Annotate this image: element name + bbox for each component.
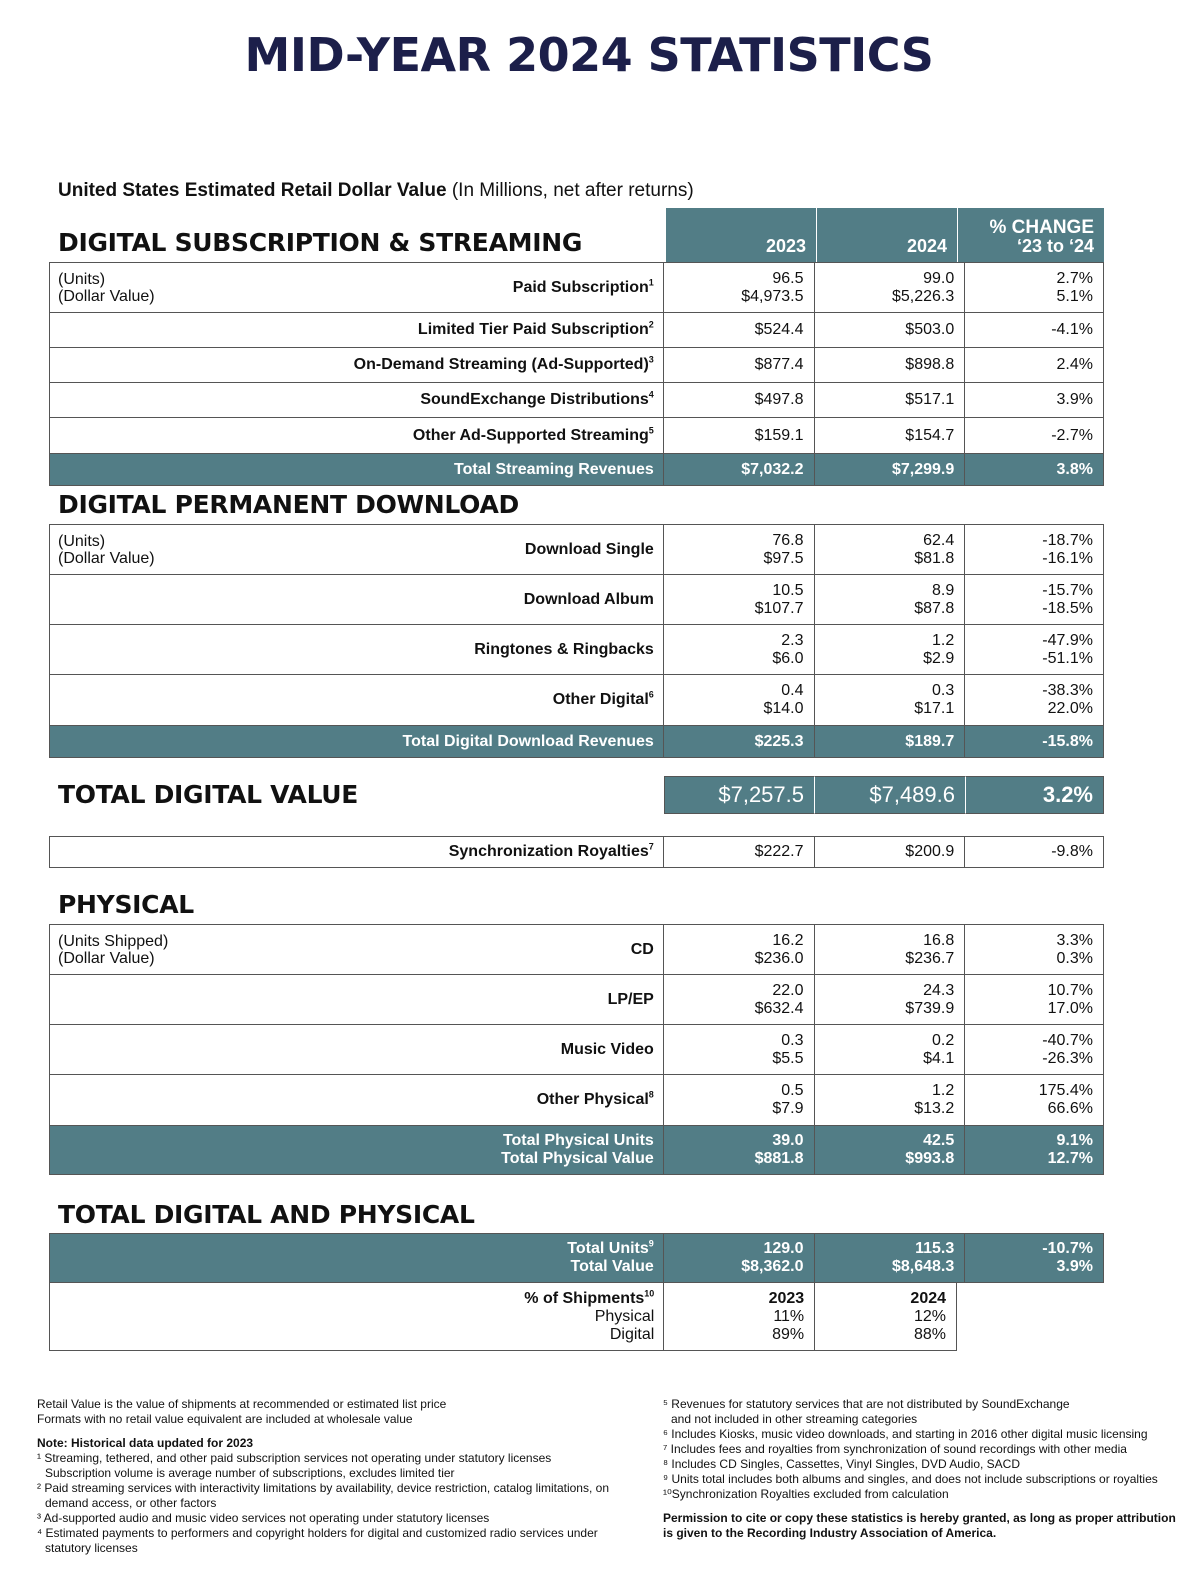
total-row-combined: Total Units$^9$ Total Value 129.0 $8,362.0 115.3 $8,648.3 -10.7% 3.9%: [49, 1233, 1104, 1283]
table-row: Other Digital$^6$ 0.4 $14.0 0.3 $17.1 -38.3% 22.0%: [49, 675, 1104, 726]
table-subtitle: [58, 180, 694, 202]
section-title-streaming: DIGITAL SUBSCRIPTION & STREAMING: [58, 228, 583, 257]
header-change: % CHANGE ‘23 to ‘24: [957, 208, 1104, 262]
header-2024: 2024: [816, 208, 957, 262]
table-row: LP/EP 22.0 $632.4 24.3 $739.9 10.7% 17.0%: [49, 975, 1104, 1025]
subtitle-rest: (In Millions, net after returns): [446, 180, 694, 201]
table-row: Limited Tier Paid Subscription$^2$ $524.4 $503.0 -4.1%: [49, 313, 1104, 348]
page-title: MID-YEAR 2024 STATISTICS: [244, 28, 934, 82]
table-row: Synchronization Royalties$^7$ $222.7 $200.9 -9.8%: [49, 836, 1104, 868]
header-2023: 2023: [665, 208, 816, 262]
table-row: (Units Shipped) (Dollar Value) CD 16.2 $236.0 16.8 $236.7 3.3% 0.3%: [49, 924, 1104, 975]
table-row: Other Ad-Supported Streaming$^5$ $159.1 $154.7 -2.7%: [49, 418, 1104, 454]
total-row-streaming: Total Streaming Revenues $7,032.2 $7,299.9 3.8%: [49, 454, 1104, 486]
section-title-combined: TOTAL DIGITAL AND PHYSICAL: [58, 1200, 475, 1229]
section-title-total-digital: TOTAL DIGITAL VALUE: [58, 780, 359, 809]
section-title-download: DIGITAL PERMANENT DOWNLOAD: [58, 490, 519, 519]
table-row: Download Album 10.5 $107.7 8.9 $87.8 -15.7% -18.5%: [49, 575, 1104, 625]
section-title-physical: PHYSICAL: [58, 890, 194, 919]
table-row: (Units) (Dollar Value) Paid Subscription$^1$ 96.5 $4,973.5 99.0 $5,226.3 2.7% 5.1%: [49, 262, 1104, 313]
footnotes-right: ⁵ Revenues for statutory services that are not distributed by SoundExchange and not included in other streaming categories ⁶ Includes Kiosks, music video downloads, and starting in 2016 other digital music licensing ⁷ Includes fees and royalties from synchronization of sound recordings with other media ⁸ Includes CD Singles, Cassettes, Vinyl Singles, DVD Audio, SACD ⁹ Units total includes both albums and singles, and does not include subscriptions or royalties ¹⁰Synchronization Royalties excluded from calculation Permission to cite or copy these statistics is hereby granted, as long as proper attribution is given to the Recording Industry Association of America.: [663, 1397, 1176, 1540]
shipments-row: % of Shipments$^{10}$ Physical Digital 2023 11% 89% 2024 12% 88%: [49, 1283, 957, 1351]
total-row-digital: $7,257.5 $7,489.6 3.2%: [49, 776, 1104, 814]
table-row: Music Video 0.3 $5.5 0.2 $4.1 -40.7% -26.3%: [49, 1025, 1104, 1075]
subtitle-bold: United States Estimated Retail Dollar Value: [58, 180, 447, 201]
table-row: SoundExchange Distributions$^4$ $497.8 $517.1 3.9%: [49, 383, 1104, 418]
table-row: (Units) (Dollar Value) Download Single 76.8 $97.5 62.4 $81.8 -18.7% -16.1%: [49, 524, 1104, 575]
total-row-download: Total Digital Download Revenues $225.3 $189.7 -15.8%: [49, 726, 1104, 758]
table-row: Other Physical$^8$ 0.5 $7.9 1.2 $13.2 175.4% 66.6%: [49, 1075, 1104, 1126]
table-row: Ringtones & Ringbacks 2.3 $6.0 1.2 $2.9 -47.9% -51.1%: [49, 625, 1104, 675]
total-row-physical: Total Physical Units Total Physical Value 39.0 $881.8 42.5 $993.8 9.1% 12.7%: [49, 1126, 1104, 1175]
table-row: On-Demand Streaming (Ad-Supported)$^3$ $877.4 $898.8 2.4%: [49, 348, 1104, 383]
footnotes-left: Retail Value is the value of shipments at recommended or estimated list price Formats with no retail value equivalent are included at wholesale value Note: Historical data updated for 2023 ¹ Streaming, tethered, and other paid subscription services not operating under statutory licenses Subscription volume is average number of subscriptions, excludes limited tier ² Paid streaming services with interactivity limitations by availability, device restriction, catalog limitations, on demand access, or other factors ³ Ad-supported audio and music video services not operating under statutory licenses ⁴ Estimated payments to performers and copyright holders for digital and customized radio services under statutory licenses: [37, 1397, 609, 1555]
